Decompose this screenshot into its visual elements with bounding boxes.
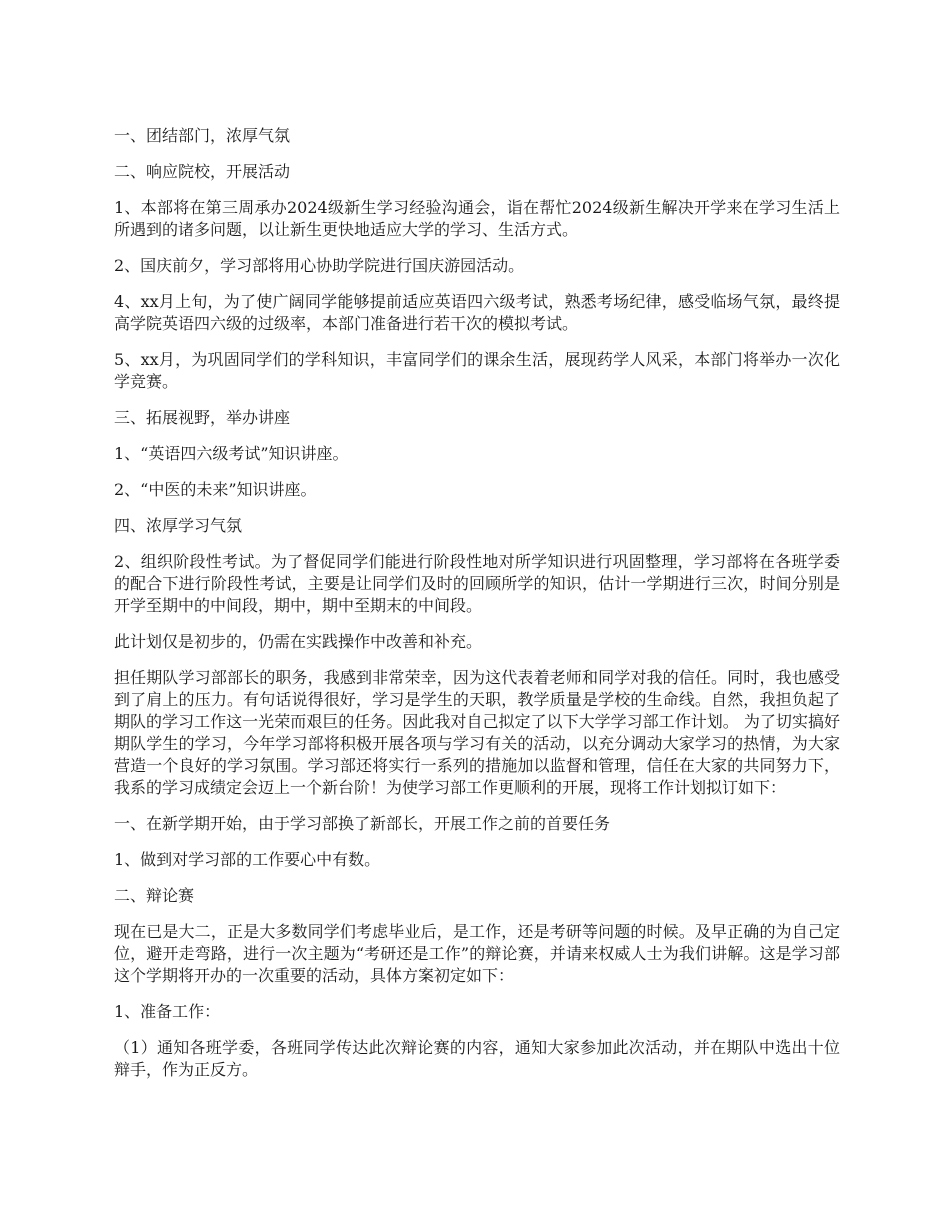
paragraph-tcm-lecture: 2、“中医的未来”知识讲座。 (114, 480, 317, 499)
paragraph-introduction: 担任期队学习部部长的职务，我感到非常荣幸，因为这代表着老师和同学对我的信任。同时，我也感受到了肩上的压力。有句话说得很好，学习是学生的天职，教学质量是学校的生命线。自然，我担负起了期队的学习工作这一光荣而艰巨的任务。因此我对自己拟定了以下大学学习部工作计划。 为了切实搞好期队学生的学习，今年学习部将积极开展各项与学习有关的活动，以充分调动大家学习的热情，为大家营造一个良好的学习氛围。学习部还将实行一系列的措施加以监督和管理，信任在大家的共同努力下，我系的学习成绩定会迈上一个新台阶！为使学习部工作更顺利的开展，现将工作计划拟订如下： (114, 668, 840, 797)
section-heading-atmosphere: 四、浓厚学习气氛 (114, 516, 243, 535)
document-body (114, 125, 840, 1095)
paragraph-know-work: 1、做到对学习部的工作要心中有数。 (114, 850, 381, 869)
paragraph-debate-description: 现在已是大二，正是大多数同学们考虑毕业后，是工作，还是考研等问题的时候。及早正确的为自己定位，避开走弯路，进行一次主题为“考研还是工作”的辩论赛，并请来权威人士为我们讲解。这是学习部这个学期将开办的一次重要的活动，具体方案初定如下： (114, 922, 840, 985)
section-heading-new-semester: 一、在新学期开始，由于学习部换了新部长，开展工作之前的首要任务 (114, 814, 611, 833)
section-heading-debate: 二、辩论赛 (114, 886, 195, 905)
paragraph-preparation: 1、准备工作： (114, 1002, 221, 1021)
section-heading-lectures: 三、拓展视野，举办讲座 (114, 408, 291, 427)
paragraph-chemistry-contest: 5、xx月，为巩固同学们的学科知识，丰富同学们的课余生活，展现药学人风采，本部门将举办一次化学竞赛。 (114, 350, 840, 391)
paragraph-staged-exams: 2、组织阶段性考试。为了督促同学们能进行阶段性地对所学知识进行巩固整理，学习部将在各班学委的配合下进行阶段性考试，主要是让同学们及时的回顾所学的知识，估计一学期进行三次，时间分别是开学至期中的中间段，期中，期中至期末的中间段。 (114, 552, 840, 615)
paragraph-english-lecture: 1、“英语四六级考试”知识讲座。 (114, 444, 349, 463)
section-heading-activities: 二、响应院校，开展活动 (114, 162, 291, 181)
paragraph-national-day: 2、国庆前夕，学习部将用心协助学院进行国庆游园活动。 (114, 256, 525, 275)
paragraph-freshman-exchange: 1、本部将在第三周承办2024级新生学习经验沟通会，诣在帮忙2024级新生解决开学来在学习生活上所遇到的诸多问题，以让新生更快地适应大学的学习、生活方式。 (114, 198, 840, 239)
paragraph-mock-exam: 4、xx月上旬，为了使广阔同学能够提前适应英语四六级考试，熟悉考场纪律，感受临场气氛，最终提高学院英语四六级的过级率，本部门准备进行若干次的模拟考试。 (114, 292, 840, 333)
paragraph-plan-note: 此计划仅是初步的，仍需在实践操作中改善和补充。 (114, 632, 483, 651)
section-heading-unity: 一、团结部门，浓厚气氛 (114, 126, 291, 145)
paragraph-notify-committee: （1）通知各班学委，各班同学传达此次辩论赛的内容，通知大家参加此次活动，并在期队中选出十位辩手，作为正反方。 (114, 1038, 840, 1079)
